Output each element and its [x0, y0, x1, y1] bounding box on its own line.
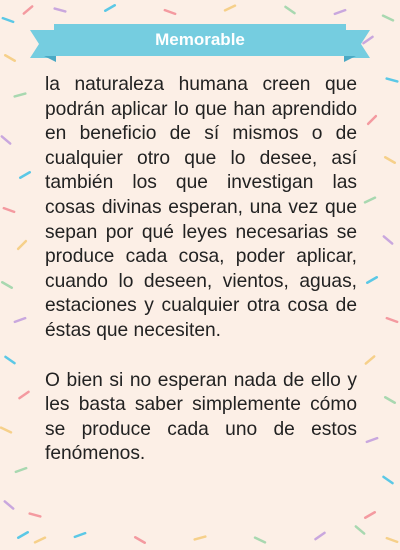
confetti-sprinkle — [315, 533, 324, 539]
confetti-sprinkle — [30, 514, 41, 517]
confetti-sprinkle — [387, 318, 397, 322]
confetti-sprinkle — [5, 501, 13, 508]
confetti-sprinkle — [385, 157, 395, 163]
confetti-sprinkle — [356, 526, 364, 533]
confetti-sprinkle — [19, 392, 28, 398]
confetti-sprinkle — [384, 236, 392, 243]
confetti-sprinkle — [15, 318, 25, 322]
confetti-sprinkle — [135, 537, 145, 543]
confetti-sprinkle — [55, 9, 66, 12]
banner-title: Memorable — [155, 30, 245, 49]
confetti-sprinkle — [5, 357, 14, 363]
confetti-sprinkle — [20, 172, 30, 178]
confetti-sprinkle — [365, 198, 375, 203]
confetti-sprinkle — [4, 208, 14, 212]
confetti-sprinkle — [335, 10, 345, 14]
confetti-sprinkle — [285, 7, 294, 13]
confetti-sprinkle — [195, 537, 206, 540]
confetti-sprinkle — [15, 94, 26, 97]
paragraph-2: O bien si no esperan nada de ello y les basta saber simplemente cómo se produce cada uno de estos fenómenos. — [45, 369, 357, 465]
confetti-sprinkle — [5, 55, 15, 61]
confetti-sprinkle — [2, 282, 12, 288]
confetti-sprinkle — [165, 10, 175, 14]
confetti-sprinkle — [365, 512, 375, 518]
confetti-sprinkle — [387, 538, 397, 542]
confetti-sprinkle — [255, 538, 265, 543]
confetti-sprinkle — [2, 136, 10, 143]
confetti-sprinkle — [366, 356, 374, 363]
confetti-sprinkle — [1, 428, 11, 433]
confetti-sprinkle — [367, 277, 377, 283]
quote-text — [45, 73, 357, 467]
confetti-sprinkle — [367, 438, 377, 442]
confetti-sprinkle — [368, 116, 376, 124]
confetti-sprinkle — [3, 18, 13, 22]
confetti-sprinkle — [383, 477, 392, 483]
paragraph-1: la naturaleza humana creen que podrán aplicar lo que han aprendido en beneficio de sí mismos o de cualquier otro que lo desee, así también los que investigan las cosas divinas esperan, una vez que sepan por qué leyes necesarias se produce cada cosa, poder aplicar, cuando lo deseen, vientos, aguas, estaciones y cualquier otra cosa de éstas que necesiten. — [45, 74, 357, 341]
confetti-sprinkle — [105, 5, 115, 11]
confetti-sprinkle — [18, 532, 28, 538]
confetti-sprinkle — [383, 16, 393, 21]
title-banner — [30, 22, 370, 62]
confetti-sprinkle — [35, 538, 45, 543]
confetti-sprinkle — [16, 468, 26, 472]
confetti-sprinkle — [387, 79, 398, 82]
confetti-sprinkle — [18, 241, 26, 249]
confetti-sprinkle — [385, 397, 395, 403]
confetti-sprinkle — [75, 533, 85, 537]
confetti-sprinkle — [225, 6, 235, 11]
confetti-sprinkle — [24, 6, 32, 13]
